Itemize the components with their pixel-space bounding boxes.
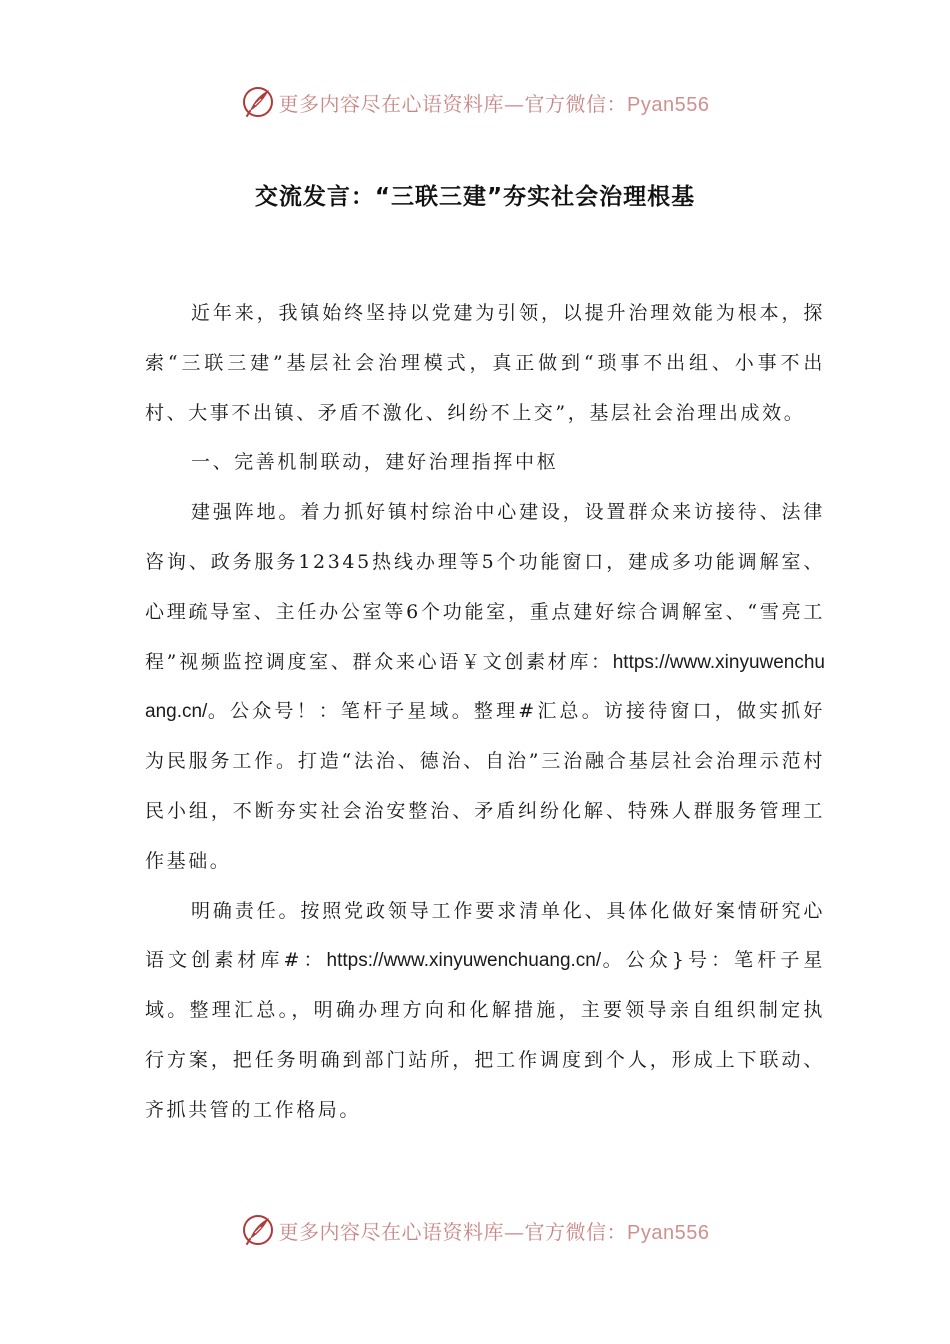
watermark-footer xyxy=(0,1210,950,1250)
document-title: 交流发言：“三联三建”夯实社会治理根基 xyxy=(254,184,696,210)
quill-logo-icon xyxy=(241,1213,275,1247)
wechat-id: Pyan556 xyxy=(627,1221,710,1244)
wechat-id: Pyan556 xyxy=(627,93,710,116)
resource-url: https://www.xinyuwenchuang.cn/ xyxy=(326,950,602,972)
paragraph-strengthen-positions: 建强阵地。着力抓好镇村综治中心建设，设置群众来访接待、法律咨询、政务服务12345热线办理等5个功能窗口，建成多功能调解室、心理疏导室、主任办公室等6个功能室，重点建好综合调解室、“雪亮工程”视频监控调度室、群众来心语￥文创素材库：https://www.xinyuwenchuang.cn/。公众号！：笔杆子星域。整理#汇总。访接待窗口，做实抓好为民服务工作。打造“法治、德治、自治”三治融合基层社会治理示范村民小组，不断夯实社会治安整治、矛盾纠纷化解、特殊人群服务管理工作基础。 xyxy=(145,501,825,872)
watermark-header xyxy=(0,82,950,122)
watermark-text: 更多内容尽在心语资料库—官方微信：Pyan556 xyxy=(278,1219,710,1244)
paragraph-clarify-responsibility: 明确责任。按照党政领导工作要求清单化、具体化做好案情研究心语文创素材库#：https://www.xinyuwenchuang.cn/。公众}号：笔杆子星域。整理汇总。，明确办理方向和化解措施，主要领导亲自组织制定执行方案，把任务明确到部门站所，把工作调度到个人，形成上下联动、齐抓共管的工作格局。 xyxy=(145,899,825,1121)
document-body xyxy=(145,289,825,1136)
quill-logo-icon xyxy=(241,85,275,119)
paragraph-intro: 近年来，我镇始终坚持以党建为引领，以提升治理效能为根本，探索“三联三建”基层社会治理模式，真正做到“琐事不出组、小事不出村、大事不出镇、矛盾不激化、纠纷不上交”，基层社会治理出成效。 xyxy=(145,302,825,424)
section-heading-1: 一、完善机制联动，建好治理指挥中枢 xyxy=(191,451,559,474)
resource-url: https://www.xinyuwenchuang.cn/ xyxy=(145,651,825,723)
watermark-text: 更多内容尽在心语资料库—官方微信：Pyan556 xyxy=(278,91,710,116)
